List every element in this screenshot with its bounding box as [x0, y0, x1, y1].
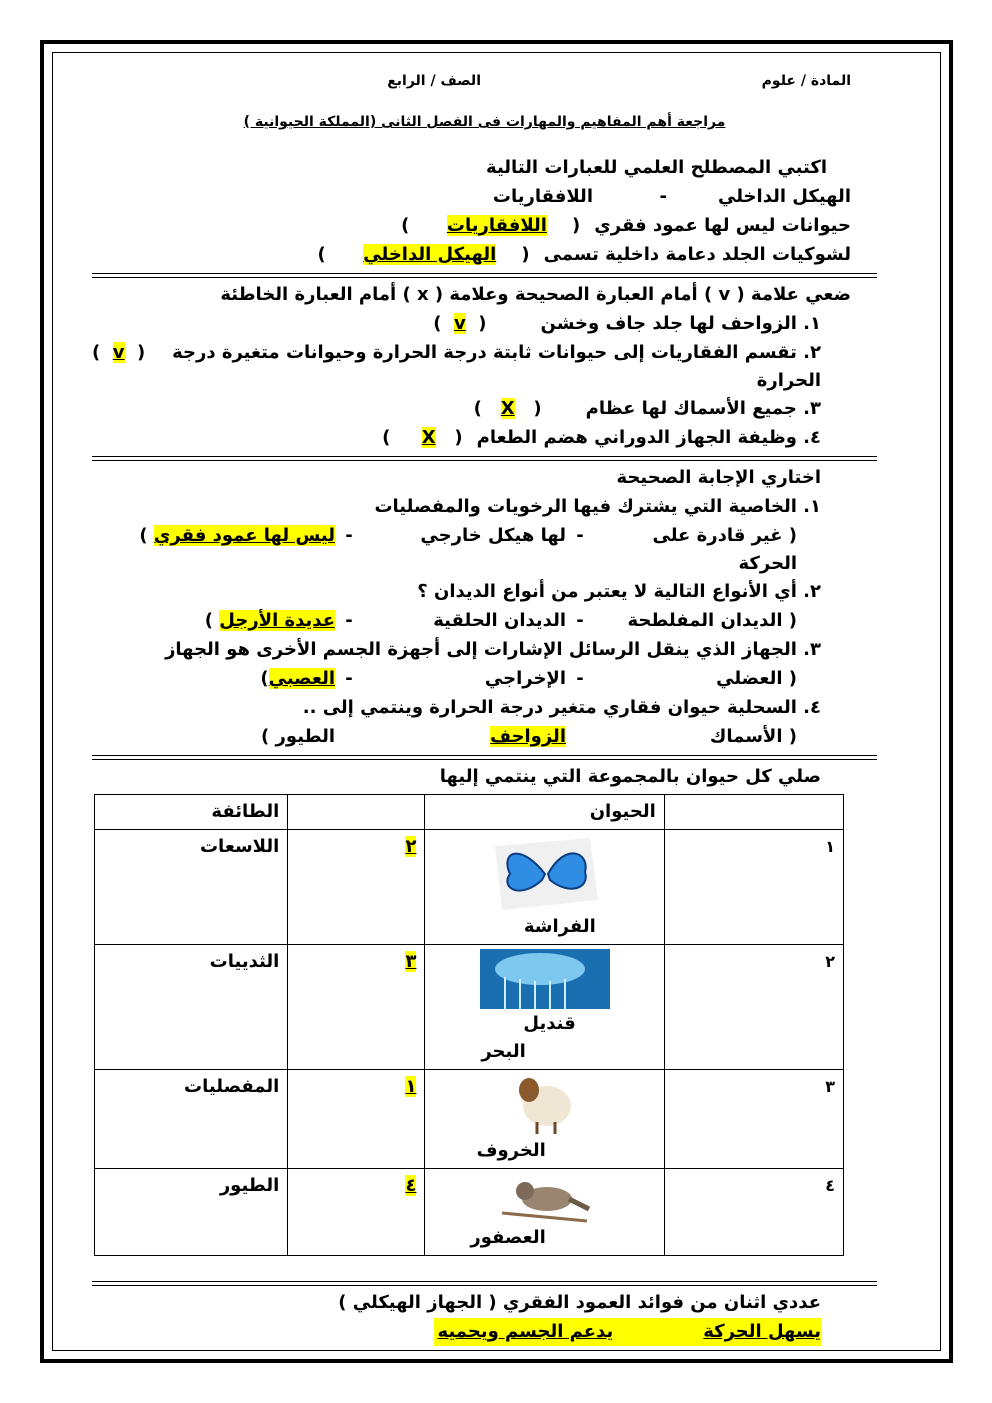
page-title: مراجعة أهم المفاهيم والمهارات فى الفصل الثانى (المملكة الحيوانية ) [243, 114, 726, 130]
section4-heading: صلي كل حيوان بالمجموعة التي ينتمي إليها [439, 766, 821, 787]
answer: v [454, 313, 466, 334]
sheep-image [507, 1074, 582, 1136]
row-number: ٤ [664, 1169, 843, 1256]
column-header-animal: الحيوان [425, 795, 664, 830]
statement: ٣. جميع الأسماك لها عظام [585, 398, 821, 419]
question: ٤. السحلية حيوان فقاري متغير درجة الحرارة وينتمي إلى .. [302, 697, 821, 718]
divider [92, 456, 877, 461]
true-false-item [92, 310, 877, 339]
title-row [92, 111, 877, 140]
divider [92, 273, 877, 278]
term-options-row [92, 183, 877, 212]
answer: اللافقاريات [446, 215, 547, 236]
separator: - [659, 186, 667, 207]
animal-name: العصفور [470, 1227, 546, 1248]
option[interactable]: ( غير قادرة على الحركة [652, 525, 797, 574]
answer: X [421, 427, 436, 448]
group-name: الطيور [95, 1169, 288, 1256]
subject-label: المادة / علوم [761, 73, 851, 89]
animal-name: الفراشة [523, 916, 596, 937]
answer-blank: ( X ) [473, 398, 542, 419]
section1-heading: اكتبي المصطلح العلمي للعبارات التالية [486, 157, 827, 178]
statement: ٢. تقسم الفقاريات إلى حيوانات ثابتة درجة الحرارة وحيوانات متغيرة درجة الحرارة [172, 342, 821, 391]
row-number: ١ [664, 830, 843, 945]
divider [92, 1281, 877, 1286]
term-option: اللافقاريات [492, 186, 593, 207]
statement: ٤. وظيفة الجهاز الدوراني هضم الطعام [476, 427, 821, 448]
answer-blank: ( v ) [92, 342, 146, 363]
answer-blank: ( v ) [433, 313, 487, 334]
answer: X [500, 398, 515, 419]
question: ١. الخاصية التي يشترك فيها الرخويات والمفصليات [374, 496, 821, 517]
answer-line [434, 1318, 821, 1346]
statement: ١. الزواحف لها جلد جاف وخشن [540, 313, 821, 334]
section5-heading: عددي اثنان من فوائد العمود الفقري ( الجهاز الهيكلي ) [338, 1292, 821, 1313]
true-false-item [92, 424, 877, 453]
options-row: ( غير قادرة على الحركة - لها هيكل خارجي - ليس لها عمود فقري ) [92, 522, 877, 578]
row-number: ٣ [664, 1070, 843, 1169]
answer: v [112, 342, 125, 363]
answer-blank: ( اللافقاريات ) [401, 215, 581, 236]
divider [92, 755, 877, 760]
option[interactable]: الديدان الحلقية [433, 610, 566, 631]
option-selected[interactable]: ليس لها عمود فقري [153, 525, 335, 546]
animal-cell [425, 1169, 664, 1256]
answer-row [92, 1318, 877, 1347]
answer: يسهل الحركة [703, 1321, 821, 1342]
table-row [95, 945, 844, 1070]
term-item [92, 241, 877, 270]
match-cell[interactable] [288, 1169, 425, 1256]
table-row [95, 1169, 844, 1256]
option[interactable]: لها هيكل خارجي [420, 525, 566, 546]
answer-blank: ( الهيكل الداخلي ) [317, 244, 530, 265]
match-answer: ٢ [405, 836, 417, 857]
group-name: المفصليات [95, 1070, 288, 1169]
option[interactable]: ( العضلي [716, 668, 797, 689]
statement: حيوانات ليس لها عمود فقري [594, 215, 851, 236]
question: ٣. الجهاز الذي ينقل الرسائل الإشارات إلى أجهزة الجسم الأخرى هو الجهاز [165, 639, 821, 660]
jellyfish-image [480, 949, 610, 1009]
group-name: الثدييات [95, 945, 288, 1070]
table-row [95, 1070, 844, 1169]
options-row [92, 723, 877, 752]
answer: يدعم الجسم ويحميه [437, 1321, 614, 1342]
match-cell[interactable] [288, 1070, 425, 1169]
animal-name: البحر [481, 1041, 526, 1062]
match-answer: ٤ [405, 1175, 417, 1196]
options-row: ( العضلي - الإخراجي - العصبي) [92, 665, 877, 694]
match-answer: ١ [405, 1076, 417, 1097]
term-item [92, 212, 877, 241]
animal-name: الخروف [476, 1140, 546, 1161]
option-selected[interactable]: عديدة الأرجل [219, 610, 335, 631]
match-cell[interactable] [288, 830, 425, 945]
answer-blank: ( X ) [382, 427, 463, 448]
true-false-item [92, 339, 877, 395]
animal-name: قنديل [523, 1013, 576, 1034]
options-row: ( الديدان المفلطحة - الديدان الحلقية - عديدة الأرجل ) [92, 607, 877, 636]
column-header-group: الطائفة [95, 795, 288, 830]
animal-cell [425, 830, 664, 945]
answer: الهيكل الداخلي [363, 244, 497, 265]
option[interactable]: الطيور ) [261, 726, 335, 747]
grade-label: الصف / الرابع [387, 73, 481, 89]
match-answer: ٣ [405, 951, 417, 972]
animal-cell [425, 1070, 664, 1169]
option-selected[interactable]: الزواحف [490, 726, 566, 747]
table-row [95, 830, 844, 945]
section3-heading: اختاري الإجابة الصحيحة [616, 467, 821, 488]
animal-cell [425, 945, 664, 1070]
option[interactable]: الإخراجي [484, 668, 566, 689]
question: ٢. أي الأنواع التالية لا يعتبر من أنواع الديدان ؟ [417, 581, 821, 602]
row-number: ٢ [664, 945, 843, 1070]
option-selected[interactable]: العصبي [268, 668, 335, 689]
section2-heading: ضعي علامة ( v ) أمام العبارة الصحيحة وعلامة ( x ) أمام العبارة الخاطئة [220, 284, 851, 305]
option[interactable]: ( الأسماك [709, 726, 797, 747]
matching-table [94, 794, 844, 1256]
term-option: الهيكل الداخلي [718, 186, 851, 207]
sparrow-image [497, 1173, 592, 1223]
header-row [92, 70, 877, 99]
true-false-item [92, 395, 877, 424]
option[interactable]: ( الديدان المفلطحة [627, 610, 797, 631]
statement: لشوكيات الجلد دعامة داخلية تسمى [543, 244, 851, 265]
match-cell[interactable] [288, 945, 425, 1070]
worksheet [92, 64, 877, 1347]
group-name: اللاسعات [95, 830, 288, 945]
butterfly-image [490, 834, 600, 912]
